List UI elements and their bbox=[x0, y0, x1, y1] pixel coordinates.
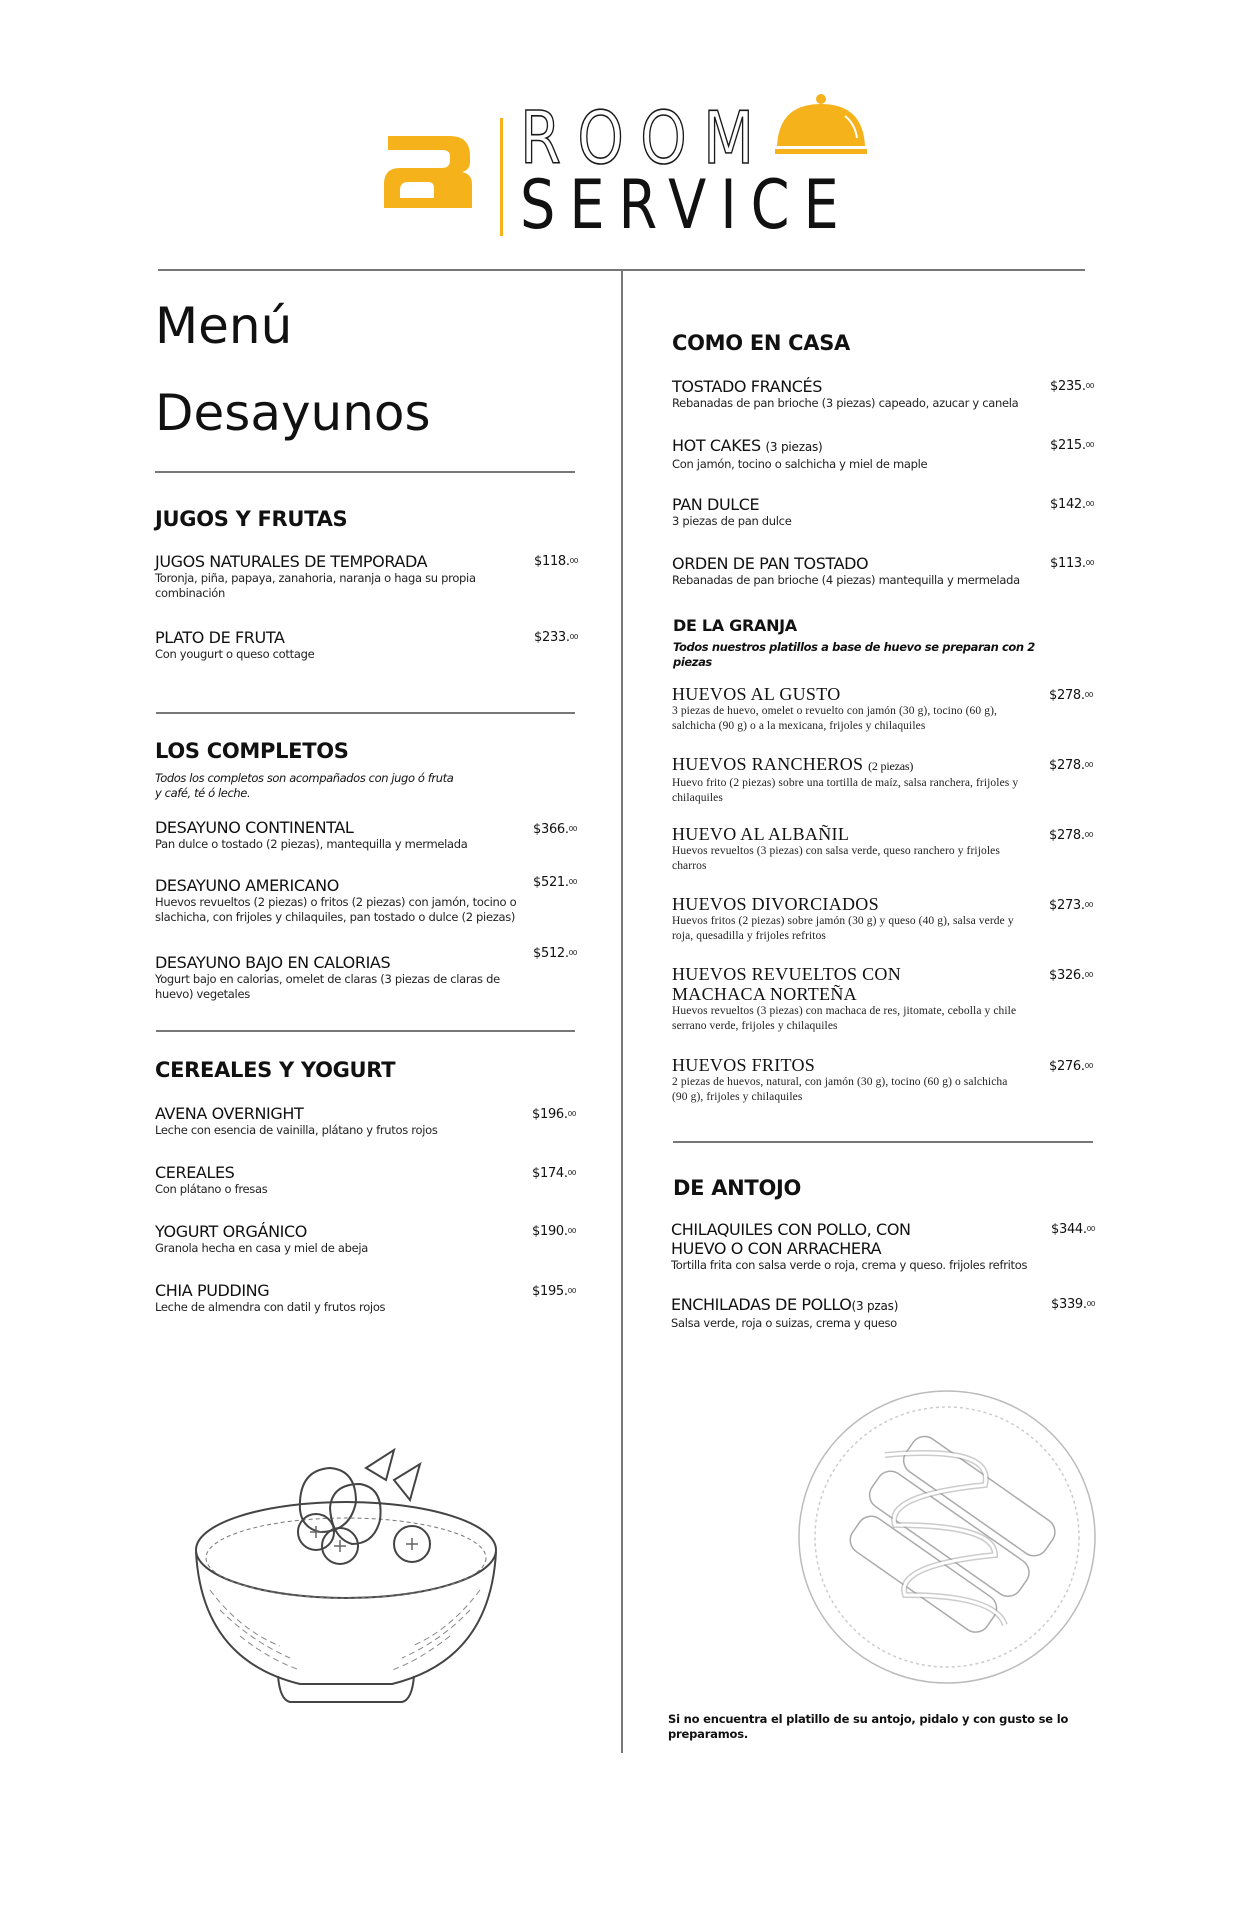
menu-item bbox=[672, 554, 1052, 588]
title-rule bbox=[155, 471, 575, 473]
menu-item bbox=[155, 1163, 535, 1197]
item-name: TOSTADO FRANCÉS bbox=[672, 377, 823, 396]
menu-item bbox=[155, 552, 545, 601]
item-price: $278.00 bbox=[1049, 688, 1094, 703]
item-desc: Toronja, piña, papaya, zanahoria, naranja o haga su propia combinación bbox=[155, 571, 476, 600]
item-desc: 3 piezas de pan dulce bbox=[672, 514, 792, 528]
section-heading-como-en-casa: COMO EN CASA bbox=[672, 331, 850, 355]
item-desc: Rebanadas de pan brioche (3 piezas) capeado, azucar y canela bbox=[672, 396, 1019, 410]
item-name: HUEVOS FRITOS bbox=[672, 1055, 816, 1075]
item-price: $344.00 bbox=[1051, 1222, 1096, 1237]
item-price: $174.00 bbox=[532, 1166, 577, 1181]
menu-item bbox=[672, 684, 1042, 734]
menu-item bbox=[671, 1295, 1051, 1331]
section-heading-cereales: CEREALES Y YOGURT bbox=[155, 1058, 396, 1082]
item-price: $190.00 bbox=[532, 1224, 577, 1239]
room-service-logo-mark-icon bbox=[380, 128, 476, 216]
item-name: HUEVO AL ALBAÑIL bbox=[672, 824, 850, 844]
menu-item bbox=[155, 1104, 535, 1138]
item-price: $215.00 bbox=[1050, 438, 1095, 453]
item-name: ORDEN DE PAN TOSTADO bbox=[672, 554, 869, 573]
section-heading-de-la-granja: DE LA GRANJA bbox=[673, 616, 797, 635]
section-heading-completos: LOS COMPLETOS bbox=[155, 739, 349, 763]
item-price: $118.00 bbox=[534, 554, 579, 569]
section-note: Todos los completos son acompañados con jugo ó fruta y café, té ó leche. bbox=[155, 771, 454, 800]
item-desc: Con plátano o fresas bbox=[155, 1182, 268, 1196]
item-name: HUEVOS DIVORCIADOS bbox=[672, 894, 879, 914]
menu-item bbox=[672, 436, 1052, 472]
menu-item bbox=[155, 876, 535, 925]
item-price: $521.00 bbox=[533, 875, 578, 890]
menu-item bbox=[155, 818, 545, 852]
item-desc: Huevos revueltos (3 piezas) con salsa verde, queso ranchero y frijoles charros bbox=[672, 845, 1000, 872]
menu-item bbox=[672, 1055, 1042, 1105]
menu-item bbox=[672, 377, 1052, 411]
item-price: $195.00 bbox=[532, 1284, 577, 1299]
item-name: YOGURT ORGÁNICO bbox=[155, 1222, 307, 1241]
section-rule bbox=[156, 712, 575, 714]
menu-item bbox=[671, 1220, 1051, 1273]
item-price: $339.00 bbox=[1051, 1297, 1096, 1312]
item-name: PLATO DE FRUTA bbox=[155, 628, 285, 647]
menu-title: Menú bbox=[155, 297, 293, 355]
item-desc: Leche con esencia de vainilla, plátano y frutos rojos bbox=[155, 1123, 438, 1137]
footer-note: Si no encuentra el platillo de su antojo, pidalo y con gusto se lo preparamos. bbox=[668, 1712, 1069, 1741]
item-desc: 3 piezas de huevo, omelet o revuelto con jamón (30 g), tocino (60 g), salchicha (90 g) o a la mexicana, frijoles y chilaquiles bbox=[672, 705, 997, 732]
item-name: DESAYUNO AMERICANO bbox=[155, 876, 339, 895]
section-heading-de-antojo: DE ANTOJO bbox=[673, 1176, 802, 1200]
item-name: HOT CAKES (3 piezas) bbox=[672, 436, 823, 455]
item-desc: Huevos fritos (2 piezas) sobre jamón (30 g) y queso (40 g), salsa verde y roja, quesadilla y frijoles refritos bbox=[672, 915, 1014, 942]
item-desc: Tortilla frita con salsa verde o roja, crema y queso. frijoles refritos bbox=[671, 1258, 1028, 1272]
menu-item bbox=[672, 894, 1042, 944]
section-heading-jugos: JUGOS Y FRUTAS bbox=[155, 507, 348, 531]
menu-item bbox=[672, 495, 1052, 529]
menu-item bbox=[155, 1281, 535, 1315]
item-price: $276.00 bbox=[1049, 1059, 1094, 1074]
item-name: ENCHILADAS DE POLLO(3 pzas) bbox=[671, 1295, 899, 1314]
item-price: $233.00 bbox=[534, 630, 579, 645]
item-desc: Huevos revueltos (2 piezas) o fritos (2 piezas) con jamón, tocino o slachicha, con frijoles y chilaquiles, pan tostado o dulce (2 piezas) bbox=[155, 895, 517, 924]
item-desc: Granola hecha en casa y miel de abeja bbox=[155, 1241, 369, 1255]
item-price: $273.00 bbox=[1049, 898, 1094, 913]
item-name: CHIA PUDDING bbox=[155, 1281, 270, 1300]
item-price: $196.00 bbox=[532, 1107, 577, 1122]
room-service-logo bbox=[380, 90, 870, 245]
menu-item bbox=[155, 1222, 535, 1256]
item-desc: Huevos revueltos (3 piezas) con machaca de res, jitomate, cebolla y chile serrano verde, frijoles y chilaquiles bbox=[672, 1005, 1017, 1032]
fruit-bowl-illustration bbox=[180, 1440, 520, 1720]
item-price: $366.00 bbox=[533, 822, 578, 837]
item-name: HUEVOS AL GUSTO bbox=[672, 684, 841, 704]
menu-item bbox=[672, 824, 1042, 874]
item-price: $235.00 bbox=[1050, 379, 1095, 394]
item-desc: Leche de almendra con datil y frutos rojos bbox=[155, 1300, 386, 1314]
menu-item bbox=[155, 953, 535, 1002]
item-desc: Con yougurt o queso cottage bbox=[155, 647, 315, 661]
item-name: PAN DULCE bbox=[672, 495, 760, 514]
menu-item bbox=[155, 628, 545, 662]
item-price: $278.00 bbox=[1049, 758, 1094, 773]
item-name: DESAYUNO BAJO EN CALORIAS bbox=[155, 953, 391, 972]
logo-divider bbox=[500, 118, 503, 236]
item-desc: Salsa verde, roja o suizas, crema y queso bbox=[671, 1316, 897, 1330]
menu-subtitle: Desayunos bbox=[155, 384, 431, 442]
section-rule bbox=[156, 1030, 575, 1032]
item-price: $142.00 bbox=[1050, 497, 1095, 512]
logo-text-service: SERVICE bbox=[520, 166, 853, 245]
column-divider bbox=[621, 270, 623, 1753]
item-name: DESAYUNO CONTINENTAL bbox=[155, 818, 354, 837]
item-desc: 2 piezas de huevos, natural, con jamón (30 g), tocino (60 g) o salchicha (90 g), frijoles y chilaquiles bbox=[672, 1076, 1008, 1103]
item-desc: Rebanadas de pan brioche (4 piezas) mantequilla y mermelada bbox=[672, 573, 1020, 587]
item-desc: Huevo frito (2 piezas) sobre una tortilla de maíz, salsa ranchera, frijoles y chilaquiles bbox=[672, 777, 1019, 804]
item-name: JUGOS NATURALES DE TEMPORADA bbox=[155, 552, 428, 571]
item-name: CEREALES bbox=[155, 1163, 235, 1182]
item-qty: (3 pzas) bbox=[851, 1299, 899, 1313]
item-desc: Yogurt bajo en calorias, omelet de claras (3 piezas de claras de huevo) vegetales bbox=[155, 972, 500, 1001]
serving-cloche-icon bbox=[773, 90, 869, 160]
item-price: $512.00 bbox=[533, 946, 578, 961]
item-name: HUEVOS REVUELTOS CON MACHACA NORTEÑA bbox=[672, 964, 902, 1004]
menu-item bbox=[672, 754, 1042, 806]
item-name: CHILAQUILES CON POLLO, CON HUEVO O CON ARRACHERA bbox=[671, 1220, 911, 1258]
logo-text-room: ROOM bbox=[520, 96, 771, 180]
menu-item bbox=[672, 964, 1042, 1034]
item-price: $278.00 bbox=[1049, 828, 1094, 843]
enchiladas-plate-illustration bbox=[795, 1385, 1115, 1685]
item-price: $326.00 bbox=[1049, 968, 1094, 983]
item-qty: (3 piezas) bbox=[765, 440, 823, 454]
item-desc: Con jamón, tocino o salchicha y miel de maple bbox=[672, 457, 928, 471]
item-name: AVENA OVERNIGHT bbox=[155, 1104, 304, 1123]
item-qty: (2 piezas) bbox=[868, 759, 914, 773]
section-rule bbox=[673, 1141, 1093, 1143]
item-desc: Pan dulce o tostado (2 piezas), mantequilla y mermelada bbox=[155, 837, 468, 851]
item-price: $113.00 bbox=[1050, 556, 1095, 571]
section-note: Todos nuestros platillos a base de huevo se preparan con 2 piezas bbox=[673, 640, 1035, 669]
item-name: HUEVOS RANCHEROS (2 piezas) bbox=[672, 754, 914, 774]
